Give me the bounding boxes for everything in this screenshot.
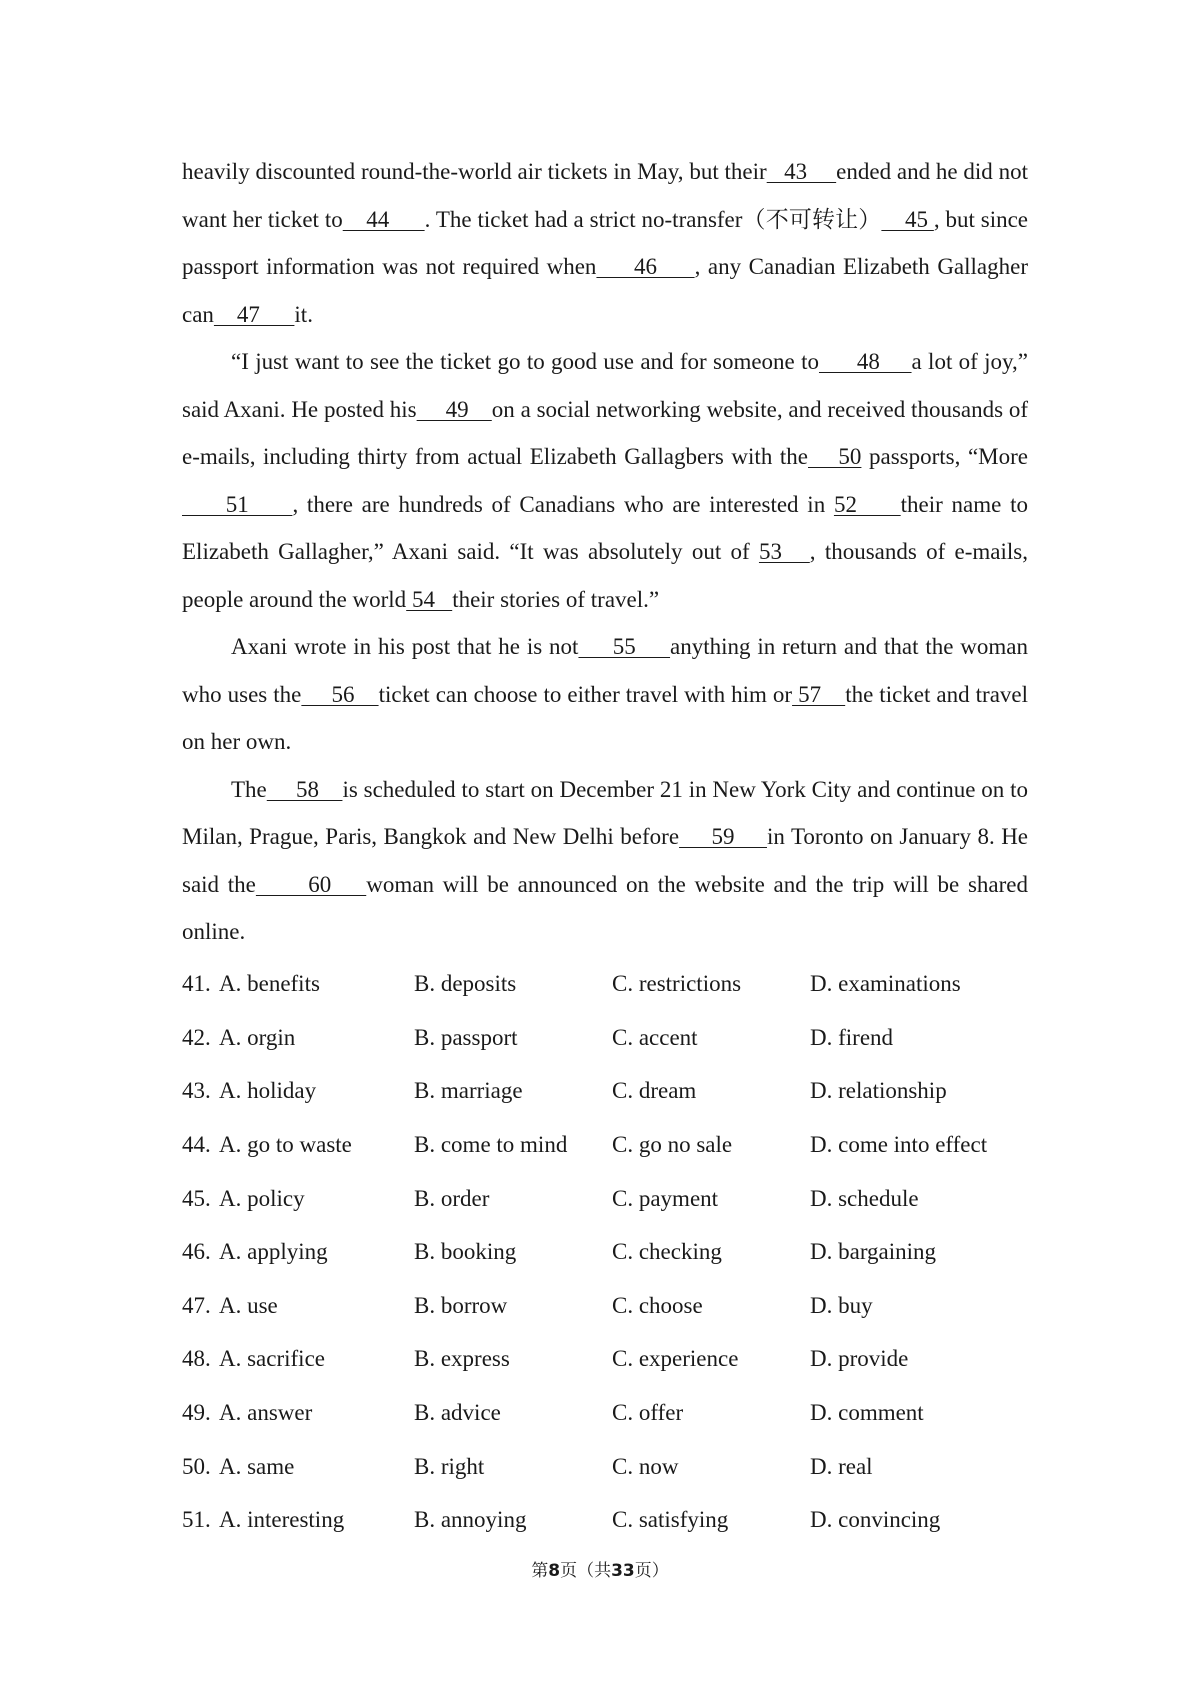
option-row	[182, 1333, 1028, 1387]
option-row	[182, 1279, 1028, 1333]
passage-text: , thousands of e-mails, people around the world	[182, 539, 1028, 612]
option-row	[182, 1065, 1028, 1119]
option-d: D. relationship	[810, 1078, 947, 1104]
option-b: B. express	[414, 1346, 510, 1372]
cloze-passage	[182, 148, 1028, 956]
passage-text: , there are hundreds of Canadians who are interested in	[292, 491, 834, 517]
answer-blank: 56	[301, 681, 379, 707]
option-a: A. policy	[219, 1185, 305, 1211]
option-row	[182, 1440, 1028, 1494]
answer-blank: 54	[406, 586, 453, 612]
page-footer	[0, 1556, 1200, 1581]
option-a: A. orgin	[219, 1024, 296, 1050]
option-c: C. dream	[612, 1078, 697, 1104]
passage-text: on a social networking website, and received thousands of e-mails, including thirty from actual Elizabeth Gallagbers with the	[182, 396, 1029, 469]
option-c: C. payment	[612, 1185, 719, 1211]
question-number: 50.	[182, 1453, 211, 1479]
option-c: C. go no sale	[612, 1132, 733, 1158]
option-d: D. convincing	[810, 1507, 941, 1533]
answer-options	[182, 958, 1028, 1548]
option-b: B. deposits	[414, 971, 517, 997]
exam-page	[182, 148, 1028, 1547]
passage-text: . The ticket had a strict no-transfer（不可转让）	[424, 206, 882, 232]
answer-blank: 50	[808, 444, 862, 469]
answer-blank: 45	[881, 206, 934, 232]
passage-text: heavily discounted round-the-world air tickets in May, but their	[182, 159, 767, 184]
option-a: A. interesting	[219, 1507, 345, 1533]
answer-blank: 48	[818, 349, 912, 374]
question-number: 49.	[182, 1400, 211, 1426]
passage-text: Axani wrote in his post that he is not	[231, 634, 579, 659]
passage-text: The	[231, 776, 267, 802]
footer-suffix: 页）	[634, 1561, 669, 1581]
option-b: B. annoying	[414, 1507, 527, 1533]
answer-blank: 57	[792, 681, 846, 707]
option-b: B. order	[414, 1185, 490, 1211]
option-a: A. applying	[219, 1239, 328, 1265]
paragraph-3	[182, 623, 1028, 766]
question-number: 48.	[182, 1346, 211, 1372]
option-d: D. firend	[810, 1024, 894, 1050]
option-a: A. use	[219, 1292, 278, 1318]
option-a: A. answer	[219, 1400, 313, 1426]
passage-text: woman will be announced on the website and the trip will be shared online.	[182, 871, 1028, 944]
passage-text: their name to Elizabeth Gallagher,” Axani said. “It was absolutely out of	[182, 491, 1028, 564]
option-d: D. come into effect	[810, 1132, 988, 1158]
passage-text: “I just want to see the ticket go to good use and for someone to	[231, 349, 819, 374]
paragraph-4	[182, 766, 1028, 956]
option-row	[182, 1011, 1028, 1065]
answer-blank: 53	[758, 539, 810, 564]
passage-text: passports, “More	[861, 444, 1029, 469]
option-a: A. go to waste	[219, 1132, 352, 1158]
question-number: 42.	[182, 1024, 211, 1050]
answer-blank: 52	[833, 491, 901, 517]
option-c: C. offer	[612, 1400, 684, 1426]
answer-blank: 44	[342, 206, 425, 232]
option-c: C. restrictions	[612, 971, 742, 997]
answer-blank: 55	[578, 634, 671, 659]
answer-blank: 49	[416, 396, 492, 422]
option-b: B. booking	[414, 1239, 517, 1265]
option-d: D. real	[810, 1453, 873, 1479]
passage-text: , any Canadian Elizabeth Gallagher can	[182, 254, 1028, 327]
answer-blank: 51	[182, 491, 293, 517]
option-c: C. now	[612, 1453, 679, 1479]
passage-text: ticket can choose to either travel with him or	[378, 681, 793, 707]
answer-blank: 60	[255, 871, 367, 897]
footer-middle: 页（共	[560, 1561, 612, 1581]
footer-page-number: 8	[548, 1561, 561, 1581]
option-row	[182, 1386, 1028, 1440]
option-d: D. provide	[810, 1346, 909, 1372]
option-a: A. sacrifice	[219, 1346, 325, 1372]
answer-blank: 43	[766, 159, 837, 184]
option-a: A. same	[219, 1453, 295, 1479]
passage-text: their stories of travel.”	[452, 586, 660, 612]
option-a: A. holiday	[219, 1078, 317, 1104]
option-row	[182, 1172, 1028, 1226]
option-d: D. comment	[810, 1400, 924, 1426]
footer-prefix: 第	[531, 1561, 549, 1581]
option-d: D. examinations	[810, 971, 961, 997]
option-row	[182, 1225, 1028, 1279]
passage-text: , but since passport information was not required when	[182, 206, 1029, 279]
option-b: B. borrow	[414, 1292, 508, 1318]
option-b: B. passport	[414, 1024, 518, 1050]
option-c: C. checking	[612, 1239, 722, 1265]
answer-blank: 47	[213, 301, 295, 327]
option-c: C. experience	[612, 1346, 739, 1372]
passage-text: is scheduled to start on December 21 in New York City and continue on to Milan, Prague, Paris, Bangkok and New Delhi before	[182, 776, 1029, 849]
option-row	[182, 1118, 1028, 1172]
passage-text: ended and he did not want her ticket to	[182, 159, 1028, 232]
answer-blank: 46	[596, 254, 695, 279]
question-number: 51.	[182, 1507, 211, 1533]
question-number: 47.	[182, 1292, 211, 1318]
passage-text: anything in return and that the woman who uses the	[182, 634, 1028, 707]
option-c: C. choose	[612, 1292, 703, 1318]
option-d: D. schedule	[810, 1185, 919, 1211]
option-b: B. advice	[414, 1400, 501, 1426]
option-d: D. buy	[810, 1292, 873, 1318]
option-a: A. benefits	[219, 971, 320, 997]
question-number: 41.	[182, 971, 211, 997]
paragraph-1	[182, 148, 1028, 338]
option-row	[182, 1493, 1028, 1547]
paragraph-2	[182, 338, 1028, 623]
passage-text: the ticket and travel on her own.	[182, 681, 1029, 754]
option-c: C. accent	[612, 1024, 698, 1050]
option-b: B. marriage	[414, 1078, 523, 1104]
passage-text: it.	[294, 301, 313, 327]
option-row	[182, 958, 1028, 1012]
option-b: B. right	[414, 1453, 485, 1479]
passage-text: a lot of joy,” said Axani. He posted his	[182, 349, 1028, 422]
footer-total-pages: 33	[611, 1561, 635, 1581]
question-number: 45.	[182, 1185, 211, 1211]
question-number: 44.	[182, 1132, 211, 1158]
passage-text: in Toronto on January 8. He said the	[182, 824, 1029, 897]
option-d: D. bargaining	[810, 1239, 937, 1265]
option-c: C. satisfying	[612, 1507, 729, 1533]
question-number: 46.	[182, 1239, 211, 1265]
answer-blank: 59	[679, 824, 767, 849]
option-b: B. come to mind	[414, 1132, 568, 1158]
answer-blank: 58	[266, 776, 343, 802]
question-number: 43.	[182, 1078, 211, 1104]
